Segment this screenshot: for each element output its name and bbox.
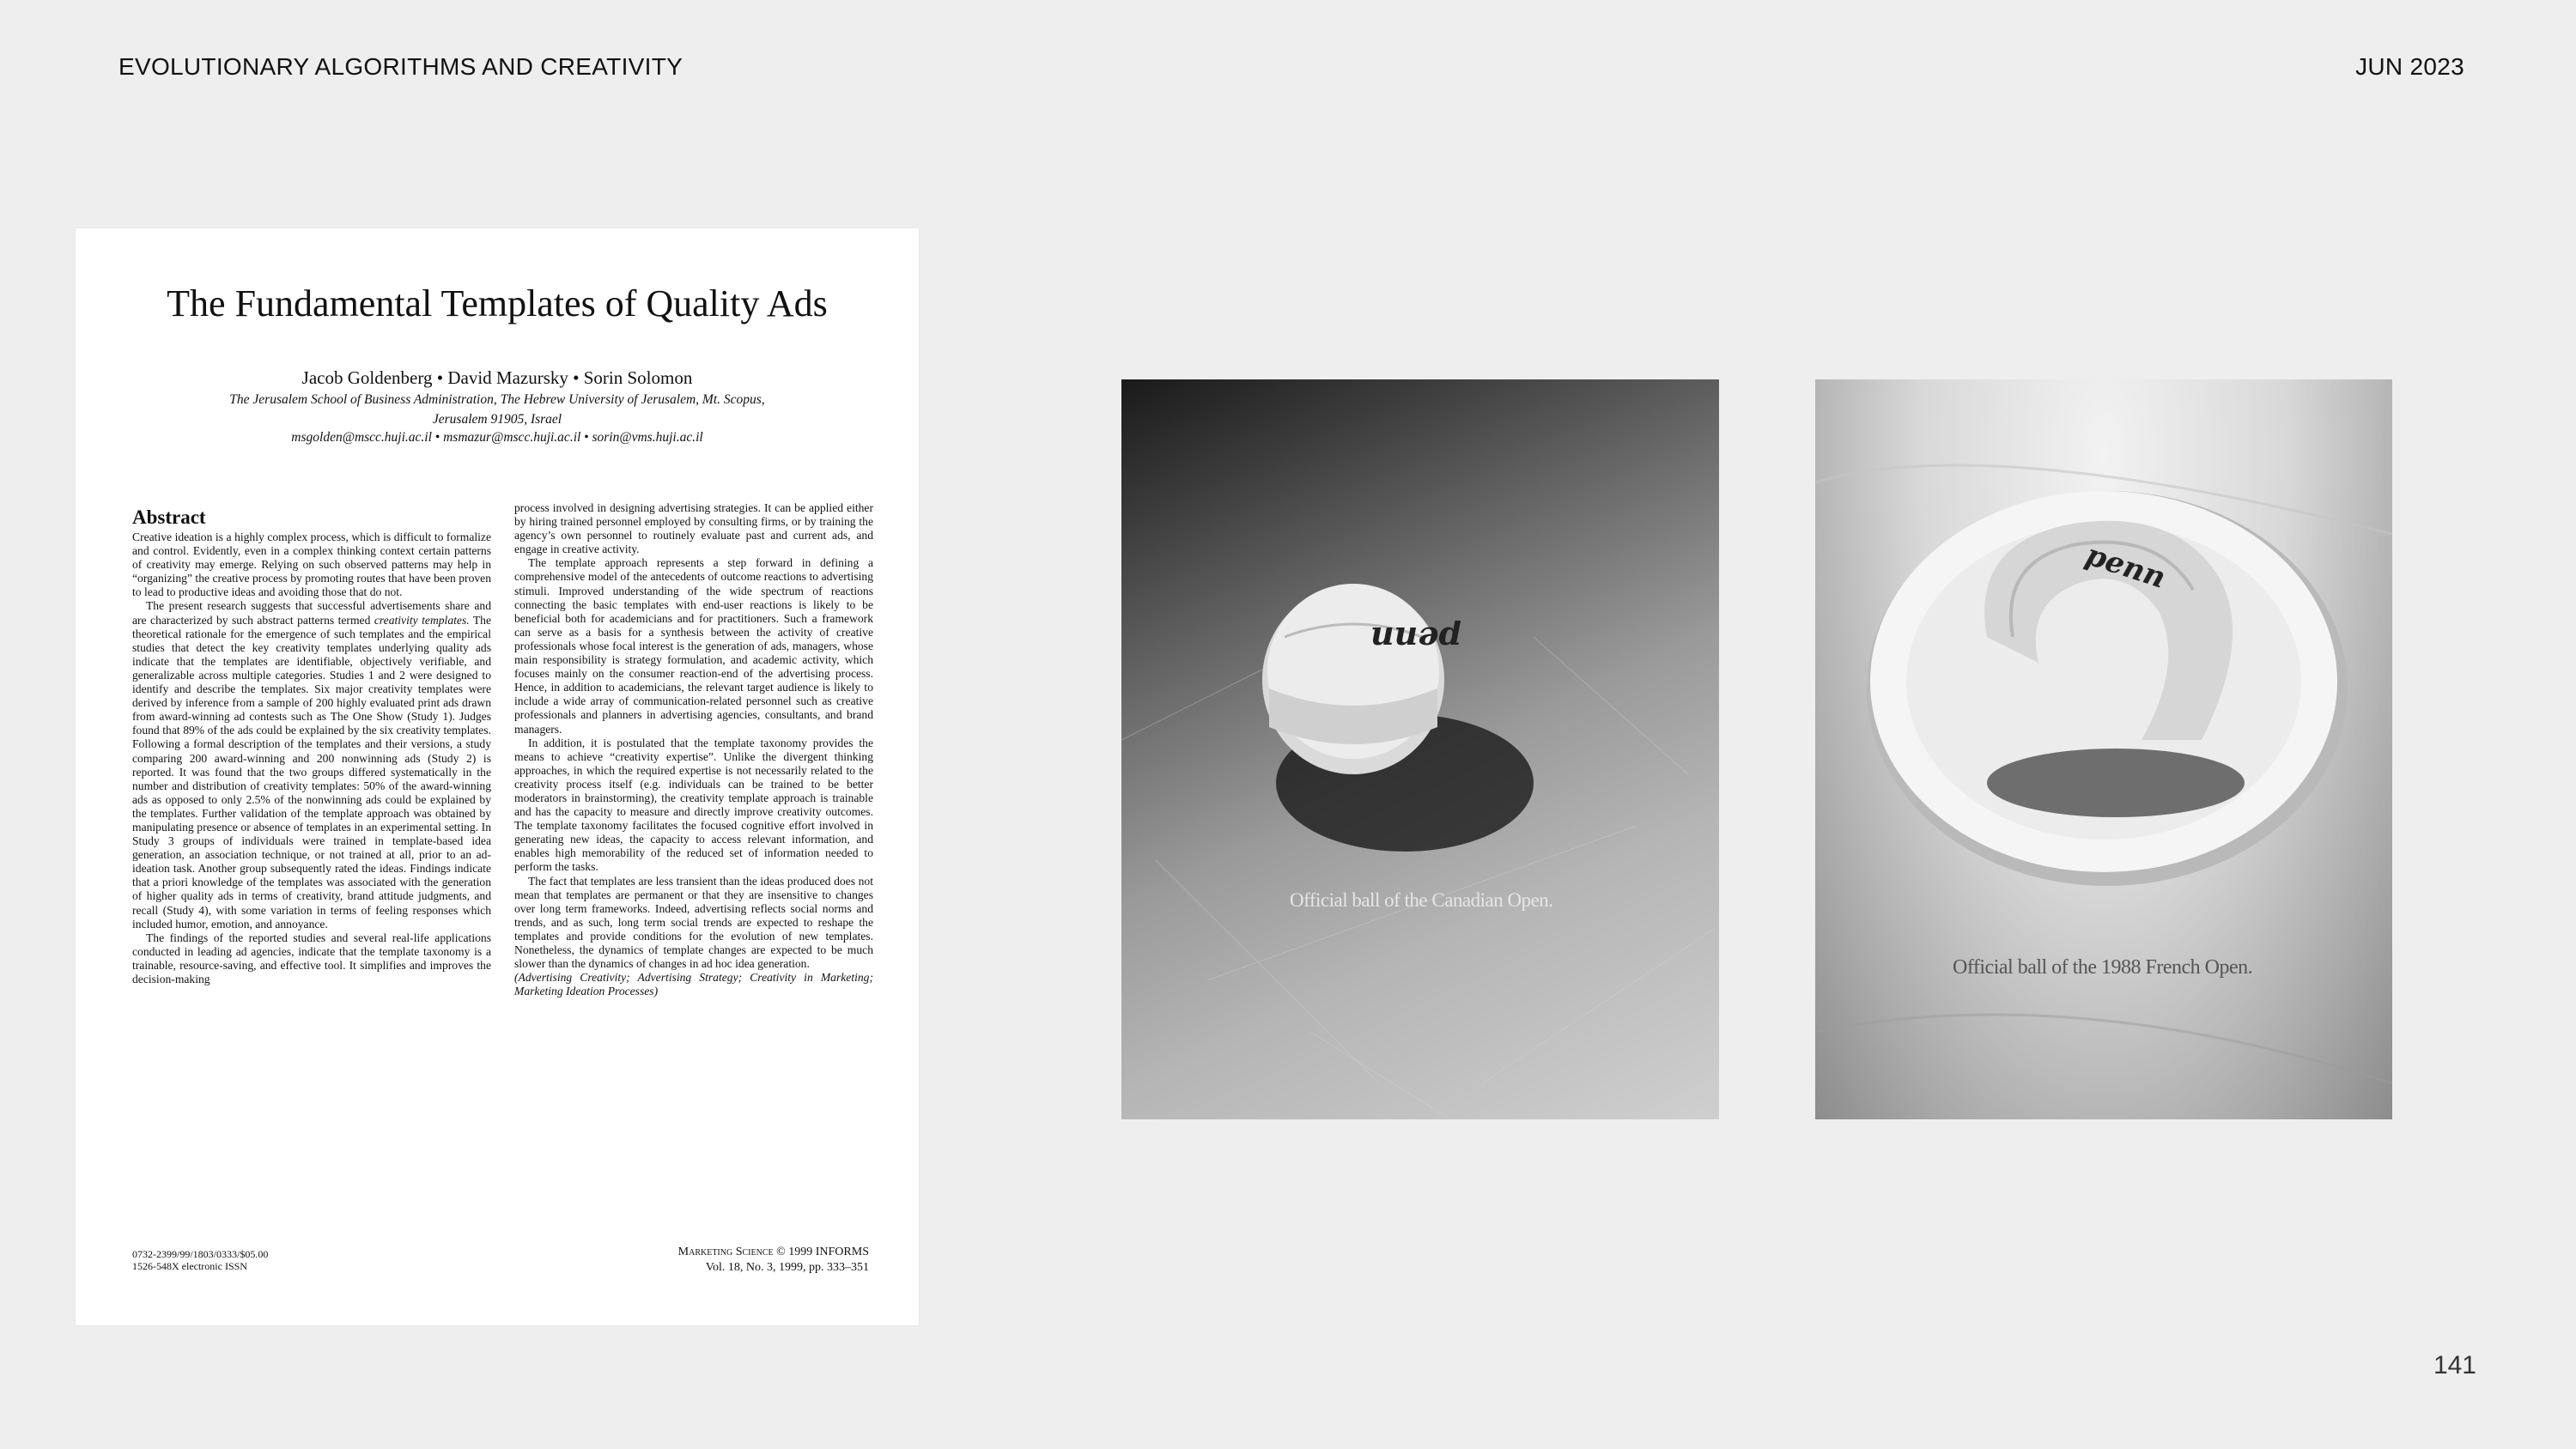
french-open-illustration: [1815, 379, 2392, 1119]
slide-page-number: 141: [2433, 1351, 2476, 1379]
affiliation-line-2: Jerusalem 91905, Israel: [432, 412, 562, 427]
right-paragraph-4: The fact that templates are less transient than the ideas produced does not mean that templates are permanent or that they are insensitive to changes over long term frameworks. Indeed, advertising reflects social norms and trends, and as such, long term social trends are expected to reshape the templates and provide conditions for the evolution of new templates. Nonetheless, the dynamics of template changes are expected to be much slower than the dynamics of changes in ad hoc idea generation.: [514, 874, 873, 971]
slide-header-title: EVOLUTIONARY ALGORITHMS AND CREATIVITY: [118, 53, 683, 80]
abstract-p2-start: The present research suggests that successful advertisements share and are characterized by such abstract patterns termed: [132, 599, 491, 627]
paper-left-column: [132, 506, 491, 986]
slide-header-date: JUN 2023: [2355, 53, 2464, 80]
abstract-paragraph-2: [132, 599, 491, 931]
ad-image-french-open: [1815, 379, 2392, 1119]
paper-title: The Fundamental Templates of Quality Ads: [167, 282, 828, 324]
abstract-p2-rest: The theoretical rationale for the emergence of such templates and the empirical studies that detect the key creativity templates underlying quality ads indicate that the templates are identifiable, objectively verifiable, and generalizable across multiple categories. Studies 1 and 2 were designed to identify and describe the templates. Six major creativity templates were derived by inference from a sample of 200 highly evaluated print ads drawn from award-winning ad contests such as The One Show (Study 1). Judges found that 89% of the ads could be explained by the six creativity templates. Following a formal description of the templates and their versions, a study comparing 200 award-winning and 200 nonwinning ads (Study 2) is reported. It was found that the two groups differed systematically in the number and distribution of creativity templates: 50% of the award-winning ads as opposed to only 2.5% of the nonwinning ads could be explained by the templates. Further validation of the template approach was obtained by manipulating presence or absence of templates in an experimental setting. In Study 3 groups of individuals were trained in template-based idea generation, an association technique, or not trained at all, prior to an ad-ideation task. Another group subsequently rated the ideas. Findings indicate that a priori knowledge of the templates was associated with the generation of higher quality ads in terms of creativity, brand attitude judgments, and recall (Study 4), with some variation in terms of feeling responses which included humor, emotion, and annoyance.: [132, 613, 491, 931]
paper-emails: msgolden@mscc.huji.ac.il • msmazur@mscc.huji.ac.il • sorin@vms.huji.ac.il: [291, 430, 703, 445]
canadian-open-illustration: [1121, 379, 1719, 1119]
affiliation-line-1: The Jerusalem School of Business Administration, The Hebrew University of Jerusalem, Mt. Scopus,: [229, 392, 765, 407]
ad-caption-canadian: Official ball of the Canadian Open.: [1290, 889, 1553, 911]
right-paragraph-3: In addition, it is postulated that the template taxonomy provides the means to achieve “creativity expertise”. Unlike the divergent thinking approaches, in which the required expertise is not necessarily related to the creativity process itself (e.g. individuals can be trained to be better moderators in brainstorming), the creativity template approach is trainable and has the capacity to measure and directly improve creativity outcomes. The template taxonomy facilitates the focused cognitive effort involved in generating new ideas, the capacity to access relevant information, and enables high memorability of the reduced set of information needed to perform the tasks.: [514, 736, 873, 874]
issn-line-1: 0732-2399/99/1803/0333/$05.00: [132, 1248, 269, 1260]
journal-copyright: © 1999 INFORMS: [773, 1246, 869, 1258]
journal-name: Marketing Science: [677, 1246, 774, 1258]
ad-caption-french: Official ball of the 1988 French Open.: [1953, 956, 2253, 979]
penn-logo-canadian: penn: [1370, 620, 1462, 658]
abstract-paragraph-1: Creative ideation is a highly complex process, which is difficult to formalize and control. Evidently, even in a complex thinking context certain patterns of creativity may emerge. Relying on such observed patterns may help in “organizing” the creative process by promoting routes that have been proven to lead to productive ideas and avoiding those that do not.: [132, 530, 491, 599]
ad-image-canadian-open: [1121, 379, 1719, 1119]
right-paragraph-2: The template approach represents a step forward in defining a comprehensive model of the antecedents of outcome reactions to advertising stimuli. Improved understanding of the wide spectrum of reactions connecting the basic templates with end-user reactions is likely to be beneficial both for academicians and for practitioners. Such a framework can serve as a basis for a synthesis between the activity of creative professionals whose focal interest is the generation of ads, managers, whose main responsibility is strategy formulation, and academic activity, which focuses mainly on the consumer reaction-end of the advertising process. Hence, in addition to academicians, the relevant target audience is likely to include a wide array of communication-related personnel such as creative professionals and planners in advertising agencies, consultants, and brand managers.: [514, 556, 873, 736]
journal-volume: Vol. 18, No. 3, 1999, pp. 333–351: [705, 1261, 869, 1274]
paper-footer-issn: [132, 1248, 268, 1272]
abstract-p2-keyword: creativity templates.: [374, 613, 470, 627]
abstract-paragraph-3: The findings of the reported studies and several real-life applications conducted in leading ad agencies, indicate that the template taxonomy is a trainable, resource-saving, and effective tool. It simplifies and improves the decision-making: [132, 931, 491, 985]
paper-page: [76, 228, 919, 1325]
paper-keywords: (Advertising Creativity; Advertising Strategy; Creativity in Marketing; Marketing Ideation Processes): [514, 971, 873, 998]
penn-logo-french: penn: [2081, 537, 2170, 596]
paper-footer-citation: [678, 1245, 869, 1276]
issn-line-2: 1526-548X electronic ISSN: [132, 1260, 247, 1272]
paper-right-column: [514, 501, 873, 998]
paper-affiliation: [170, 390, 824, 429]
paper-authors: Jacob Goldenberg • David Mazursky • Sorin Solomon: [301, 367, 693, 388]
right-paragraph-1: process involved in designing advertising strategies. It can be applied either by hiring trained personnel employed by consulting firms, or by training the agency’s own personnel to routinely evaluate past and current ads, and engage in creative activity.: [514, 501, 873, 556]
abstract-heading: Abstract: [132, 506, 206, 528]
